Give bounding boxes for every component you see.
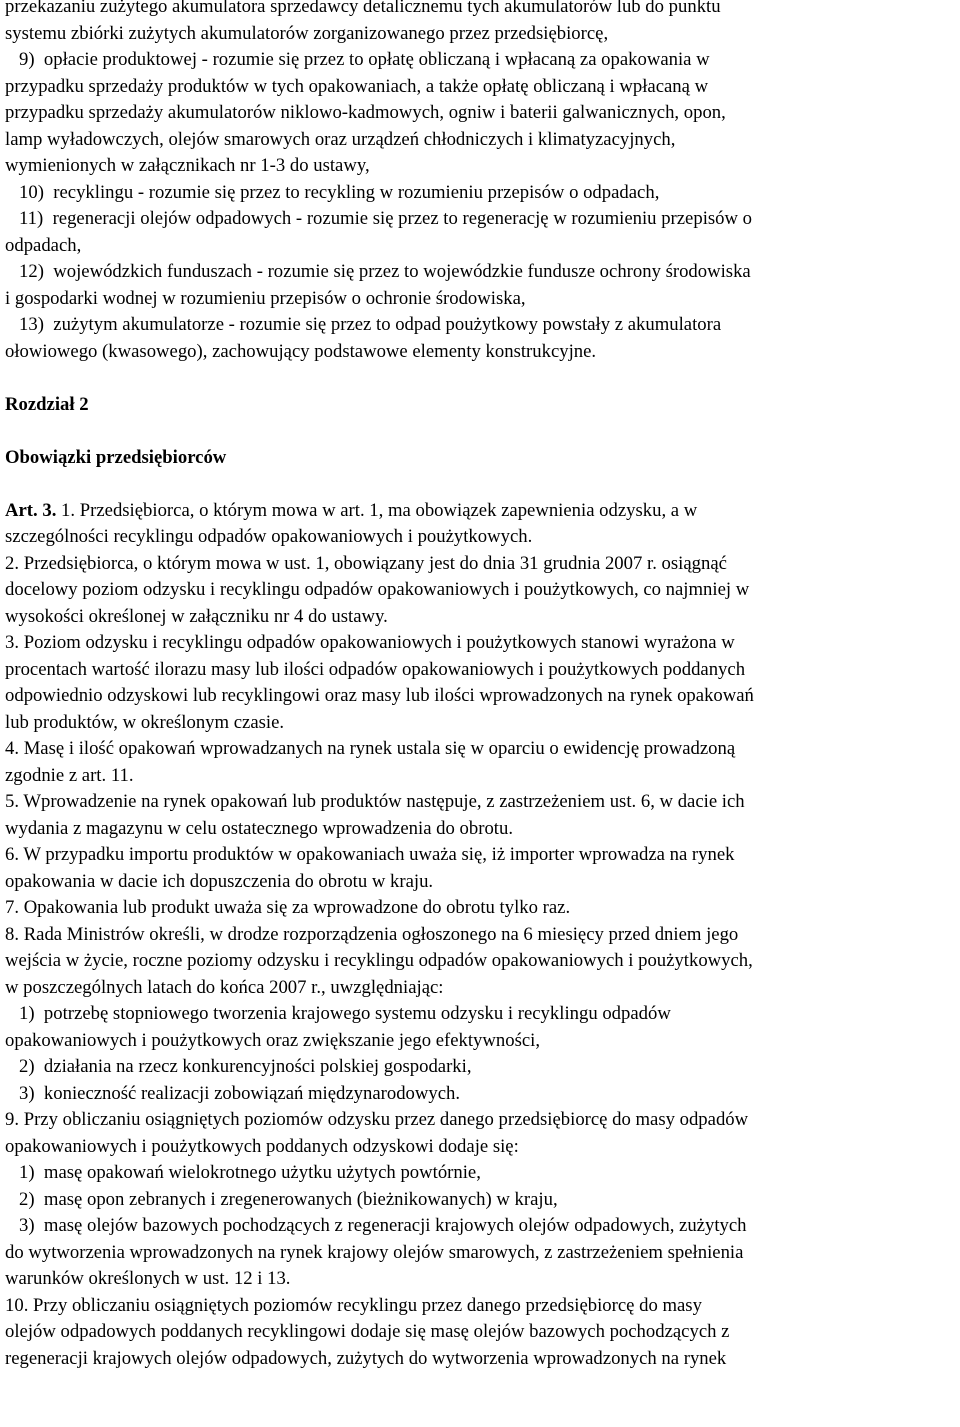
definition-item-12 xyxy=(5,259,953,312)
text-line: 1) potrzebę stopniowego tworzenia krajowego systemu odzysku i recyklingu odpadów xyxy=(5,1003,671,1024)
intro-paragraph xyxy=(5,0,953,47)
article-label: Art. 3. xyxy=(5,499,57,521)
article-3-paragraph-2 xyxy=(5,551,953,631)
text-line xyxy=(5,498,953,525)
text-line: przekazaniu zużytego akumulatora sprzedawcy detalicznemu tych akumulatorów lub do punktu xyxy=(5,0,721,17)
text-line: opakowaniowych i poużytkowych poddanych odzyskowi dodaje się: xyxy=(5,1135,519,1157)
paragraph-text: 1. Przedsiębiorca, o którym mowa w art. 1, ma obowiązek zapewnienia odzysku, a w xyxy=(56,499,698,521)
document-page xyxy=(5,0,953,1372)
text-line: przypadku sprzedaży akumulatorów niklowo-kadmowych, ogniw i baterii galwanicznych, opon, xyxy=(5,102,726,123)
text-line: 5. Wprowadzenie na rynek opakowań lub produktów następuje, z zastrzeżeniem ust. 6, w dacie ich xyxy=(5,791,745,812)
article-3-paragraph-6 xyxy=(5,842,953,895)
article-3-paragraph-8 xyxy=(5,922,953,1108)
text-line: olejów odpadowych poddanych recyklingowi dodaje się masę olejów bazowych pochodzących z xyxy=(5,1321,730,1342)
text-line: 2. Przedsiębiorca, o którym mowa w ust. 1, obowiązany jest do dnia 31 grudnia 2007 r. osiągnąć xyxy=(5,552,727,574)
text-line: odpowiednio odzyskowi lub recyklingowi oraz masy lub ilości wprowadzonych na rynek opakowań xyxy=(5,685,754,706)
text-line: szczególności recyklingu odpadów opakowaniowych i poużytkowych. xyxy=(5,526,533,547)
text-line: wydania z magazynu w celu ostatecznego wprowadzenia do obrotu. xyxy=(5,817,514,839)
text-line: 2) działania na rzecz konkurencyjności polskiej gospodarki, xyxy=(5,1056,472,1077)
text-line: warunków określonych w ust. 12 i 13. xyxy=(5,1268,291,1289)
text-line: wymienionych w załącznikach nr 1-3 do ustawy, xyxy=(5,155,370,176)
text-line: 3. Poziom odzysku i recyklingu odpadów opakowaniowych i poużytkowych stanowi wyrażona w xyxy=(5,632,735,653)
text-line: zgodnie z art. 11. xyxy=(5,764,134,786)
article-3-paragraph-3 xyxy=(5,630,953,736)
text-line: 3) masę olejów bazowych pochodzących z regeneracji krajowych olejów odpadowych, zużytych xyxy=(5,1215,747,1236)
definition-item-10 xyxy=(5,180,953,207)
article-3-paragraph-1 xyxy=(5,498,953,551)
text-line: wysokości określonej w załączniku nr 4 do ustawy. xyxy=(5,605,388,627)
text-line: 12) wojewódzkich funduszach - rozumie się przez to wojewódzkie fundusze ochrony środowiska xyxy=(5,261,751,282)
text-line: 4. Masę i ilość opakowań wprowadzanych na rynek ustala się w oparciu o ewidencję prowadzoną xyxy=(5,738,736,759)
text-line: lamp wyładowczych, olejów smarowych oraz urządzeń chłodniczych i klimatyzacyjnych, xyxy=(5,128,676,150)
text-line: 10. Przy obliczaniu osiągniętych poziomów recyklingu przez danego przedsiębiorcę do masy xyxy=(5,1294,702,1316)
chapter-number: Rozdział 2 xyxy=(5,393,89,415)
text-line: systemu zbiórki zużytych akumulatorów zorganizowanego przez przedsiębiorcę, xyxy=(5,22,609,44)
definition-item-11 xyxy=(5,206,953,259)
definition-item-9 xyxy=(5,47,953,180)
article-3-paragraph-9 xyxy=(5,1107,953,1293)
article-3-paragraph-7 xyxy=(5,895,953,922)
text-line: procentach wartość ilorazu masy lub ilości odpadów opakowaniowych i poużytkowych poddanych xyxy=(5,658,746,680)
spacer xyxy=(5,418,953,445)
definition-item-13 xyxy=(5,312,953,365)
text-line: 10) recyklingu - rozumie się przez to recykling w rozumieniu przepisów o odpadach, xyxy=(5,181,660,203)
spacer xyxy=(5,365,953,392)
text-line: 9. Przy obliczaniu osiągniętych poziomów odzysku przez danego przedsiębiorcę do masy odpadów xyxy=(5,1109,749,1130)
text-line: wejścia w życie, roczne poziomy odzysku i recyklingu odpadów opakowaniowych i poużytkowych, xyxy=(5,950,753,971)
text-line: i gospodarki wodnej w rozumieniu przepisów o ochronie środowiska, xyxy=(5,287,526,309)
text-line: w poszczególnych latach do końca 2007 r., uwzględniając: xyxy=(5,976,444,998)
text-line: 9) opłacie produktowej - rozumie się przez to opłatę obliczaną i wpłacaną za opakowania w xyxy=(5,49,710,70)
article-3-paragraph-5 xyxy=(5,789,953,842)
text-line: 11) regeneracji olejów odpadowych - rozumie się przez to regenerację w rozumieniu przepisów o xyxy=(5,208,753,229)
text-line: lub produktów, w określonym czasie. xyxy=(5,711,285,733)
text-line: 2) masę opon zebranych i zregenerowanych (bieżnikowanych) w kraju, xyxy=(5,1188,558,1210)
text-line: regeneracji krajowych olejów odpadowych, zużytych do wytworzenia wprowadzonych na rynek xyxy=(5,1347,727,1369)
text-line: 7. Opakowania lub produkt uważa się za wprowadzone do obrotu tylko raz. xyxy=(5,897,571,918)
text-line: 3) konieczność realizacji zobowiązań międzynarodowych. xyxy=(5,1082,461,1104)
text-line: przypadku sprzedaży produktów w tych opakowaniach, a także opłatę obliczaną i wpłacaną w xyxy=(5,75,709,97)
spacer xyxy=(5,471,953,498)
text-line: ołowiowego (kwasowego), zachowujący podstawowe elementy konstrukcyjne. xyxy=(5,340,597,362)
text-line: opakowania w dacie ich dopuszczenia do obrotu w kraju. xyxy=(5,870,434,892)
article-3-paragraph-4 xyxy=(5,736,953,789)
text-line: odpadach, xyxy=(5,234,82,256)
text-line: 1) masę opakowań wielokrotnego użytku użytych powtórnie, xyxy=(5,1162,481,1183)
text-line: docelowy poziom odzysku i recyklingu odpadów opakowaniowych i poużytkowych, co najmniej w xyxy=(5,579,750,600)
text-line: do wytworzenia wprowadzonych na rynek krajowy olejów smarowych, z zastrzeżeniem spełnienia xyxy=(5,1241,744,1263)
chapter-title: Obowiązki przedsiębiorców xyxy=(5,446,227,468)
text-line: 6. W przypadku importu produktów w opakowaniach uważa się, iż importer wprowadza na rynek xyxy=(5,844,735,865)
text-line: opakowaniowych i poużytkowych oraz zwiększanie jego efektywności, xyxy=(5,1029,541,1051)
text-line: 8. Rada Ministrów określi, w drodze rozporządzenia ogłoszonego na 6 miesięcy przed dniem jego xyxy=(5,923,739,945)
text-line: 13) zużytym akumulatorze - rozumie się przez to odpad poużytkowy powstały z akumulatora xyxy=(5,314,722,335)
article-3-paragraph-10 xyxy=(5,1293,953,1373)
